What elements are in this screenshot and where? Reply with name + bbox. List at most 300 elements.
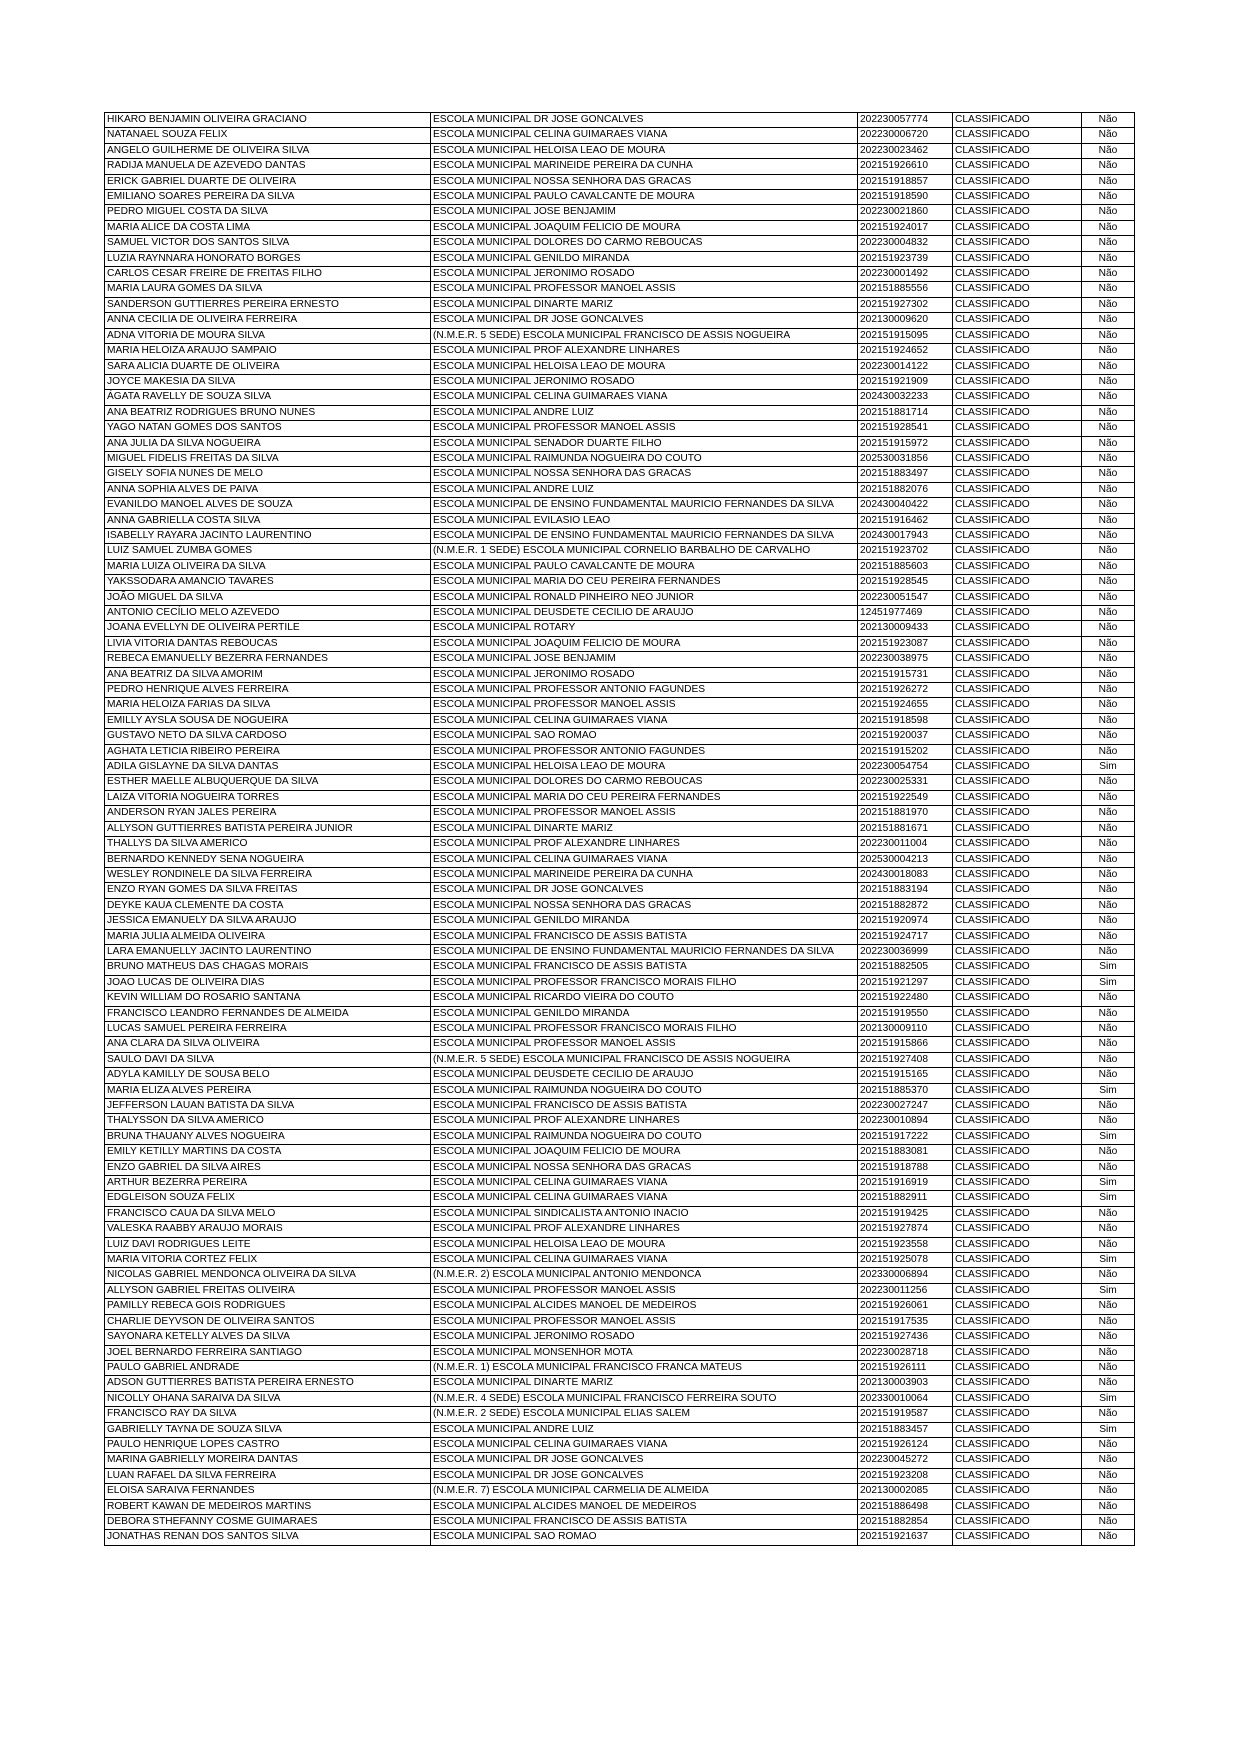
student-name-cell: NICOLAS GABRIEL MENDONCA OLIVEIRA DA SILVA bbox=[105, 1268, 431, 1283]
student-name-cell: REBECA EMANUELLY BEZERRA FERNANDES bbox=[105, 652, 431, 667]
school-name-cell: ESCOLA MUNICIPAL CELINA GUIMARAES VIANA bbox=[431, 390, 858, 405]
school-name-cell: ESCOLA MUNICIPAL DE ENSINO FUNDAMENTAL MAURICIO FERNANDES DA SILVA bbox=[431, 498, 858, 513]
school-name-cell: ESCOLA MUNICIPAL PROFESSOR ANTONIO FAGUNDES bbox=[431, 744, 858, 759]
registration-number-cell: 202151915866 bbox=[858, 1037, 953, 1052]
registration-number-cell: 12451977469 bbox=[858, 606, 953, 621]
table-body bbox=[105, 113, 1135, 1546]
school-name-cell: ESCOLA MUNICIPAL MARIA DO CEU PEREIRA FERNANDES bbox=[431, 790, 858, 805]
registration-number-cell: 202151927302 bbox=[858, 297, 953, 312]
student-name-cell: MARIA JULIA ALMEIDA OLIVEIRA bbox=[105, 929, 431, 944]
student-name-cell: PEDRO MIGUEL COSTA DA SILVA bbox=[105, 205, 431, 220]
student-name-cell: FRANCISCO CAUA DA SILVA MELO bbox=[105, 1206, 431, 1221]
flag-cell: Não bbox=[1082, 790, 1135, 805]
registration-number-cell: 202230051547 bbox=[858, 590, 953, 605]
student-name-cell: EVANILDO MANOEL ALVES DE SOUZA bbox=[105, 498, 431, 513]
status-cell: CLASSIFICADO bbox=[953, 1422, 1082, 1437]
table-row bbox=[105, 390, 1135, 405]
table-row bbox=[105, 975, 1135, 990]
flag-cell: Não bbox=[1082, 636, 1135, 651]
registration-number-cell: 202151920037 bbox=[858, 729, 953, 744]
table-row bbox=[105, 852, 1135, 867]
school-name-cell: ESCOLA MUNICIPAL NOSSA SENHORA DAS GRACAS bbox=[431, 467, 858, 482]
student-name-cell: LUIZ DAVI RODRIGUES LEITE bbox=[105, 1237, 431, 1252]
school-name-cell: ESCOLA MUNICIPAL DEUSDETE CECILIO DE ARAUJO bbox=[431, 606, 858, 621]
school-name-cell: ESCOLA MUNICIPAL ALCIDES MANOEL DE MEDEIROS bbox=[431, 1499, 858, 1514]
student-name-cell: SAYONARA KETELLY ALVES DA SILVA bbox=[105, 1330, 431, 1345]
registration-number-cell: 202151885556 bbox=[858, 282, 953, 297]
status-cell: CLASSIFICADO bbox=[953, 390, 1082, 405]
school-name-cell: ESCOLA MUNICIPAL SENADOR DUARTE FILHO bbox=[431, 436, 858, 451]
student-name-cell: PAMILLY REBECA GOIS RODRIGUES bbox=[105, 1299, 431, 1314]
flag-cell: Não bbox=[1082, 898, 1135, 913]
table-row bbox=[105, 251, 1135, 266]
student-name-cell: ADILA GISLAYNE DA SILVA DANTAS bbox=[105, 760, 431, 775]
flag-cell: Não bbox=[1082, 1206, 1135, 1221]
student-name-cell: THALYSSON DA SILVA AMERICO bbox=[105, 1114, 431, 1129]
flag-cell: Não bbox=[1082, 205, 1135, 220]
table-row bbox=[105, 898, 1135, 913]
student-name-cell: JOÃO MIGUEL DA SILVA bbox=[105, 590, 431, 605]
table-row bbox=[105, 1114, 1135, 1129]
registration-number-cell: 202151883081 bbox=[858, 1145, 953, 1160]
school-name-cell: ESCOLA MUNICIPAL EVILASIO LEAO bbox=[431, 513, 858, 528]
flag-cell: Não bbox=[1082, 1299, 1135, 1314]
registration-number-cell: 202151915095 bbox=[858, 328, 953, 343]
registration-number-cell: 202230014122 bbox=[858, 359, 953, 374]
student-name-cell: ROBERT KAWAN DE MEDEIROS MARTINS bbox=[105, 1499, 431, 1514]
registration-number-cell: 202151923558 bbox=[858, 1237, 953, 1252]
flag-cell: Não bbox=[1082, 837, 1135, 852]
status-cell: CLASSIFICADO bbox=[953, 190, 1082, 205]
status-cell: CLASSIFICADO bbox=[953, 1021, 1082, 1036]
flag-cell: Não bbox=[1082, 1453, 1135, 1468]
school-name-cell: (N.M.E.R. 5 SEDE) ESCOLA MUNICIPAL FRANCISCO DE ASSIS NOGUEIRA bbox=[431, 328, 858, 343]
student-name-cell: ADNA VITORIA DE MOURA SILVA bbox=[105, 328, 431, 343]
flag-cell: Não bbox=[1082, 667, 1135, 682]
status-cell: CLASSIFICADO bbox=[953, 760, 1082, 775]
status-cell: CLASSIFICADO bbox=[953, 1160, 1082, 1175]
status-cell: CLASSIFICADO bbox=[953, 683, 1082, 698]
table-row bbox=[105, 1206, 1135, 1221]
table-row bbox=[105, 436, 1135, 451]
registration-number-cell: 202151918598 bbox=[858, 713, 953, 728]
registration-number-cell: 202151928545 bbox=[858, 575, 953, 590]
registration-number-cell: 202151918788 bbox=[858, 1160, 953, 1175]
student-name-cell: PAULO HENRIQUE LOPES CASTRO bbox=[105, 1437, 431, 1452]
status-cell: CLASSIFICADO bbox=[953, 713, 1082, 728]
registration-number-cell: 202151927408 bbox=[858, 1052, 953, 1067]
school-name-cell: ESCOLA MUNICIPAL PROFESSOR MANOEL ASSIS bbox=[431, 1314, 858, 1329]
table-row bbox=[105, 267, 1135, 282]
school-name-cell: ESCOLA MUNICIPAL DEUSDETE CECILIO DE ARAUJO bbox=[431, 1068, 858, 1083]
school-name-cell: ESCOLA MUNICIPAL JOSE BENJAMIM bbox=[431, 205, 858, 220]
registration-number-cell: 202130002085 bbox=[858, 1484, 953, 1499]
flag-cell: Não bbox=[1082, 482, 1135, 497]
status-cell: CLASSIFICADO bbox=[953, 1453, 1082, 1468]
table-row bbox=[105, 606, 1135, 621]
registration-number-cell: 202130003903 bbox=[858, 1376, 953, 1391]
flag-cell: Não bbox=[1082, 806, 1135, 821]
table-row bbox=[105, 1314, 1135, 1329]
flag-cell: Não bbox=[1082, 1006, 1135, 1021]
student-name-cell: EMILIANO SOARES PEREIRA DA SILVA bbox=[105, 190, 431, 205]
table-row bbox=[105, 1514, 1135, 1529]
status-cell: CLASSIFICADO bbox=[953, 544, 1082, 559]
status-cell: CLASSIFICADO bbox=[953, 421, 1082, 436]
status-cell: CLASSIFICADO bbox=[953, 451, 1082, 466]
flag-cell: Não bbox=[1082, 1345, 1135, 1360]
table-row bbox=[105, 1037, 1135, 1052]
flag-cell: Não bbox=[1082, 313, 1135, 328]
student-name-cell: ADYLA KAMILLY DE SOUSA BELO bbox=[105, 1068, 431, 1083]
student-name-cell: LUZIA RAYNNARA HONORATO BORGES bbox=[105, 251, 431, 266]
table-row bbox=[105, 1052, 1135, 1067]
flag-cell: Não bbox=[1082, 1068, 1135, 1083]
school-name-cell: ESCOLA MUNICIPAL DOLORES DO CARMO REBOUCAS bbox=[431, 775, 858, 790]
school-name-cell: ESCOLA MUNICIPAL CELINA GUIMARAES VIANA bbox=[431, 1191, 858, 1206]
flag-cell: Não bbox=[1082, 1484, 1135, 1499]
registration-number-cell: 202130009433 bbox=[858, 621, 953, 636]
school-name-cell: ESCOLA MUNICIPAL JERONIMO ROSADO bbox=[431, 1330, 858, 1345]
school-name-cell: ESCOLA MUNICIPAL ANDRE LUIZ bbox=[431, 405, 858, 420]
flag-cell: Não bbox=[1082, 775, 1135, 790]
school-name-cell: ESCOLA MUNICIPAL HELOISA LEAO DE MOURA bbox=[431, 1237, 858, 1252]
table-row bbox=[105, 236, 1135, 251]
table-row bbox=[105, 405, 1135, 420]
flag-cell: Não bbox=[1082, 421, 1135, 436]
registration-number-cell: 202151881970 bbox=[858, 806, 953, 821]
status-cell: CLASSIFICADO bbox=[953, 1268, 1082, 1283]
table-row bbox=[105, 683, 1135, 698]
flag-cell: Não bbox=[1082, 267, 1135, 282]
status-cell: CLASSIFICADO bbox=[953, 1099, 1082, 1114]
table-row bbox=[105, 1283, 1135, 1298]
table-row bbox=[105, 1068, 1135, 1083]
table-row bbox=[105, 1021, 1135, 1036]
table-row bbox=[105, 698, 1135, 713]
table-row bbox=[105, 1145, 1135, 1160]
table-row bbox=[105, 1330, 1135, 1345]
student-name-cell: ENZO GABRIEL DA SILVA AIRES bbox=[105, 1160, 431, 1175]
registration-number-cell: 202151925078 bbox=[858, 1253, 953, 1268]
table-row bbox=[105, 1006, 1135, 1021]
student-name-cell: ANNA GABRIELLA COSTA SILVA bbox=[105, 513, 431, 528]
student-name-cell: NICOLLY OHANA SARAIVA DA SILVA bbox=[105, 1391, 431, 1406]
status-cell: CLASSIFICADO bbox=[953, 806, 1082, 821]
student-name-cell: VALESKA RAABBY ARAUJO MORAIS bbox=[105, 1222, 431, 1237]
student-name-cell: NATANAEL SOUZA FELIX bbox=[105, 128, 431, 143]
table-row bbox=[105, 513, 1135, 528]
status-cell: CLASSIFICADO bbox=[953, 1514, 1082, 1529]
status-cell: CLASSIFICADO bbox=[953, 374, 1082, 389]
table-row bbox=[105, 790, 1135, 805]
registration-number-cell: 202151928541 bbox=[858, 421, 953, 436]
flag-cell: Não bbox=[1082, 652, 1135, 667]
flag-cell: Não bbox=[1082, 1376, 1135, 1391]
student-name-cell: PEDRO HENRIQUE ALVES FERREIRA bbox=[105, 683, 431, 698]
student-name-cell: LARA EMANUELLY JACINTO LAURENTINO bbox=[105, 944, 431, 959]
flag-cell: Não bbox=[1082, 944, 1135, 959]
student-name-cell: PAULO GABRIEL ANDRADE bbox=[105, 1360, 431, 1375]
student-name-cell: MARIA LUIZA OLIVEIRA DA SILVA bbox=[105, 559, 431, 574]
flag-cell: Não bbox=[1082, 1037, 1135, 1052]
flag-cell: Não bbox=[1082, 929, 1135, 944]
table-row bbox=[105, 190, 1135, 205]
school-name-cell: ESCOLA MUNICIPAL PAULO CAVALCANTE DE MOURA bbox=[431, 559, 858, 574]
table-row bbox=[105, 482, 1135, 497]
table-row bbox=[105, 1468, 1135, 1483]
registration-number-cell: 202151919587 bbox=[858, 1407, 953, 1422]
student-name-cell: MARIA ALICE DA COSTA LIMA bbox=[105, 220, 431, 235]
flag-cell: Não bbox=[1082, 1145, 1135, 1160]
status-cell: CLASSIFICADO bbox=[953, 1314, 1082, 1329]
registration-number-cell: 202430040422 bbox=[858, 498, 953, 513]
status-cell: CLASSIFICADO bbox=[953, 559, 1082, 574]
status-cell: CLASSIFICADO bbox=[953, 929, 1082, 944]
flag-cell: Sim bbox=[1082, 1083, 1135, 1098]
school-name-cell: ESCOLA MUNICIPAL CELINA GUIMARAES VIANA bbox=[431, 128, 858, 143]
table-row bbox=[105, 174, 1135, 189]
registration-number-cell: 202151923208 bbox=[858, 1468, 953, 1483]
student-name-cell: ANA BEATRIZ RODRIGUES BRUNO NUNES bbox=[105, 405, 431, 420]
status-cell: CLASSIFICADO bbox=[953, 652, 1082, 667]
registration-number-cell: 202151881671 bbox=[858, 821, 953, 836]
table-row bbox=[105, 559, 1135, 574]
school-name-cell: ESCOLA MUNICIPAL RAIMUNDA NOGUEIRA DO COUTO bbox=[431, 1129, 858, 1144]
status-cell: CLASSIFICADO bbox=[953, 313, 1082, 328]
status-cell: CLASSIFICADO bbox=[953, 1129, 1082, 1144]
table-row bbox=[105, 1484, 1135, 1499]
student-name-cell: BERNARDO KENNEDY SENA NOGUEIRA bbox=[105, 852, 431, 867]
table-row bbox=[105, 806, 1135, 821]
registration-number-cell: 202230028718 bbox=[858, 1345, 953, 1360]
status-cell: CLASSIFICADO bbox=[953, 128, 1082, 143]
school-name-cell: ESCOLA MUNICIPAL GENILDO MIRANDA bbox=[431, 251, 858, 266]
status-cell: CLASSIFICADO bbox=[953, 328, 1082, 343]
status-cell: CLASSIFICADO bbox=[953, 1037, 1082, 1052]
status-cell: CLASSIFICADO bbox=[953, 1222, 1082, 1237]
flag-cell: Sim bbox=[1082, 960, 1135, 975]
school-name-cell: (N.M.E.R. 7) ESCOLA MUNICIPAL CARMELIA DE ALMEIDA bbox=[431, 1484, 858, 1499]
flag-cell: Não bbox=[1082, 220, 1135, 235]
registration-number-cell: 202530031856 bbox=[858, 451, 953, 466]
flag-cell: Não bbox=[1082, 606, 1135, 621]
registration-number-cell: 202151919550 bbox=[858, 1006, 953, 1021]
school-name-cell: ESCOLA MUNICIPAL ROTARY bbox=[431, 621, 858, 636]
status-cell: CLASSIFICADO bbox=[953, 1176, 1082, 1191]
flag-cell: Não bbox=[1082, 729, 1135, 744]
registration-number-cell: 202151924655 bbox=[858, 698, 953, 713]
status-cell: CLASSIFICADO bbox=[953, 528, 1082, 543]
status-cell: CLASSIFICADO bbox=[953, 1499, 1082, 1514]
student-name-cell: MARIA HELOIZA ARAUJO SAMPAIO bbox=[105, 344, 431, 359]
flag-cell: Não bbox=[1082, 1222, 1135, 1237]
table-row bbox=[105, 1253, 1135, 1268]
table-row bbox=[105, 374, 1135, 389]
school-name-cell: ESCOLA MUNICIPAL GENILDO MIRANDA bbox=[431, 1006, 858, 1021]
table-row bbox=[105, 467, 1135, 482]
student-name-cell: SANDERSON GUTTIERRES PEREIRA ERNESTO bbox=[105, 297, 431, 312]
registration-number-cell: 202151915731 bbox=[858, 667, 953, 682]
table-row bbox=[105, 944, 1135, 959]
table-row bbox=[105, 760, 1135, 775]
flag-cell: Sim bbox=[1082, 1253, 1135, 1268]
flag-cell: Sim bbox=[1082, 760, 1135, 775]
status-cell: CLASSIFICADO bbox=[953, 606, 1082, 621]
registration-number-cell: 202130009110 bbox=[858, 1021, 953, 1036]
school-name-cell: ESCOLA MUNICIPAL PROFESSOR MANOEL ASSIS bbox=[431, 282, 858, 297]
flag-cell: Não bbox=[1082, 1268, 1135, 1283]
status-cell: CLASSIFICADO bbox=[953, 1299, 1082, 1314]
school-name-cell: ESCOLA MUNICIPAL HELOISA LEAO DE MOURA bbox=[431, 359, 858, 374]
status-cell: CLASSIFICADO bbox=[953, 1484, 1082, 1499]
registration-number-cell: 202151926272 bbox=[858, 683, 953, 698]
student-name-cell: SAULO DAVI DA SILVA bbox=[105, 1052, 431, 1067]
registration-number-cell: 202151922480 bbox=[858, 991, 953, 1006]
status-cell: CLASSIFICADO bbox=[953, 1376, 1082, 1391]
school-name-cell: ESCOLA MUNICIPAL RICARDO VIEIRA DO COUTO bbox=[431, 991, 858, 1006]
table-row bbox=[105, 282, 1135, 297]
flag-cell: Não bbox=[1082, 359, 1135, 374]
flag-cell: Não bbox=[1082, 683, 1135, 698]
status-cell: CLASSIFICADO bbox=[953, 944, 1082, 959]
school-name-cell: ESCOLA MUNICIPAL DOLORES DO CARMO REBOUCAS bbox=[431, 236, 858, 251]
registration-number-cell: 202151926124 bbox=[858, 1437, 953, 1452]
school-name-cell: ESCOLA MUNICIPAL JOSE BENJAMIM bbox=[431, 652, 858, 667]
status-cell: CLASSIFICADO bbox=[953, 1330, 1082, 1345]
registration-number-cell: 202230023462 bbox=[858, 143, 953, 158]
registration-number-cell: 202151881714 bbox=[858, 405, 953, 420]
registration-number-cell: 202151916462 bbox=[858, 513, 953, 528]
flag-cell: Não bbox=[1082, 1499, 1135, 1514]
student-name-cell: DEYKE KAUA CLEMENTE DA COSTA bbox=[105, 898, 431, 913]
registration-number-cell: 202530004213 bbox=[858, 852, 953, 867]
table-row bbox=[105, 621, 1135, 636]
registration-number-cell: 202151883194 bbox=[858, 883, 953, 898]
table-row bbox=[105, 775, 1135, 790]
school-name-cell: ESCOLA MUNICIPAL JOAQUIM FELICIO DE MOURA bbox=[431, 220, 858, 235]
flag-cell: Não bbox=[1082, 1021, 1135, 1036]
school-name-cell: ESCOLA MUNICIPAL PROF ALEXANDRE LINHARES bbox=[431, 837, 858, 852]
student-name-cell: LAIZA VITORIA NOGUEIRA TORRES bbox=[105, 790, 431, 805]
registration-number-cell: 202230001492 bbox=[858, 267, 953, 282]
student-name-cell: MARIA LAURA GOMES DA SILVA bbox=[105, 282, 431, 297]
registration-number-cell: 202151923702 bbox=[858, 544, 953, 559]
table-row bbox=[105, 1422, 1135, 1437]
table-row bbox=[105, 1176, 1135, 1191]
student-name-cell: MARINA GABRIELLY MOREIRA DANTAS bbox=[105, 1453, 431, 1468]
status-cell: CLASSIFICADO bbox=[953, 159, 1082, 174]
flag-cell: Não bbox=[1082, 344, 1135, 359]
status-cell: CLASSIFICADO bbox=[953, 852, 1082, 867]
flag-cell: Sim bbox=[1082, 1191, 1135, 1206]
registration-number-cell: 202230011256 bbox=[858, 1283, 953, 1298]
status-cell: CLASSIFICADO bbox=[953, 744, 1082, 759]
table-row bbox=[105, 113, 1135, 128]
status-cell: CLASSIFICADO bbox=[953, 482, 1082, 497]
table-row bbox=[105, 929, 1135, 944]
school-name-cell: ESCOLA MUNICIPAL PROFESSOR FRANCISCO MORAIS FILHO bbox=[431, 1021, 858, 1036]
table-row bbox=[105, 991, 1135, 1006]
registration-number-cell: 202151923087 bbox=[858, 636, 953, 651]
student-name-cell: KEVIN WILLIAM DO ROSARIO SANTANA bbox=[105, 991, 431, 1006]
registration-number-cell: 202151924017 bbox=[858, 220, 953, 235]
school-name-cell: ESCOLA MUNICIPAL GENILDO MIRANDA bbox=[431, 914, 858, 929]
table-row bbox=[105, 960, 1135, 975]
registration-number-cell: 202151883457 bbox=[858, 1422, 953, 1437]
flag-cell: Sim bbox=[1082, 1176, 1135, 1191]
table-row bbox=[105, 328, 1135, 343]
student-name-cell: EMILY KETILLY MARTINS DA COSTA bbox=[105, 1145, 431, 1160]
school-name-cell: ESCOLA MUNICIPAL FRANCISCO DE ASSIS BATISTA bbox=[431, 960, 858, 975]
status-cell: CLASSIFICADO bbox=[953, 1145, 1082, 1160]
student-name-cell: AGHATA LETICIA RIBEIRO PEREIRA bbox=[105, 744, 431, 759]
flag-cell: Sim bbox=[1082, 1422, 1135, 1437]
student-name-cell: GABRIELLY TAYNA DE SOUZA SILVA bbox=[105, 1422, 431, 1437]
registration-number-cell: 202230027247 bbox=[858, 1099, 953, 1114]
table-row bbox=[105, 1345, 1135, 1360]
status-cell: CLASSIFICADO bbox=[953, 220, 1082, 235]
status-cell: CLASSIFICADO bbox=[953, 991, 1082, 1006]
school-name-cell: ESCOLA MUNICIPAL ANDRE LUIZ bbox=[431, 482, 858, 497]
flag-cell: Não bbox=[1082, 374, 1135, 389]
school-name-cell: ESCOLA MUNICIPAL JERONIMO ROSADO bbox=[431, 267, 858, 282]
table-row bbox=[105, 451, 1135, 466]
status-cell: CLASSIFICADO bbox=[953, 790, 1082, 805]
registration-number-cell: 202151920974 bbox=[858, 914, 953, 929]
registration-number-cell: 202230006720 bbox=[858, 128, 953, 143]
status-cell: CLASSIFICADO bbox=[953, 174, 1082, 189]
flag-cell: Não bbox=[1082, 621, 1135, 636]
school-name-cell: ESCOLA MUNICIPAL HELOISA LEAO DE MOURA bbox=[431, 143, 858, 158]
school-name-cell: ESCOLA MUNICIPAL PROFESSOR MANOEL ASSIS bbox=[431, 1283, 858, 1298]
table-row bbox=[105, 313, 1135, 328]
table-row bbox=[105, 1530, 1135, 1545]
student-name-cell: ALLYSON GABRIEL FREITAS OLIVEIRA bbox=[105, 1283, 431, 1298]
flag-cell: Não bbox=[1082, 1114, 1135, 1129]
school-name-cell: ESCOLA MUNICIPAL DE ENSINO FUNDAMENTAL MAURICIO FERNANDES DA SILVA bbox=[431, 944, 858, 959]
status-cell: CLASSIFICADO bbox=[953, 1114, 1082, 1129]
school-name-cell: ESCOLA MUNICIPAL PROF ALEXANDRE LINHARES bbox=[431, 1114, 858, 1129]
table-row bbox=[105, 914, 1135, 929]
flag-cell: Não bbox=[1082, 467, 1135, 482]
table-row bbox=[105, 359, 1135, 374]
school-name-cell: ESCOLA MUNICIPAL PROFESSOR MANOEL ASSIS bbox=[431, 806, 858, 821]
flag-cell: Não bbox=[1082, 698, 1135, 713]
status-cell: CLASSIFICADO bbox=[953, 405, 1082, 420]
status-cell: CLASSIFICADO bbox=[953, 575, 1082, 590]
student-name-cell: ANGELO GUILHERME DE OLIVEIRA SILVA bbox=[105, 143, 431, 158]
school-name-cell: ESCOLA MUNICIPAL PROF ALEXANDRE LINHARES bbox=[431, 344, 858, 359]
status-cell: CLASSIFICADO bbox=[953, 837, 1082, 852]
flag-cell: Não bbox=[1082, 1468, 1135, 1483]
school-name-cell: ESCOLA MUNICIPAL DR JOSE GONCALVES bbox=[431, 1453, 858, 1468]
school-name-cell: ESCOLA MUNICIPAL DINARTE MARIZ bbox=[431, 1376, 858, 1391]
table-row bbox=[105, 1407, 1135, 1422]
table-row bbox=[105, 205, 1135, 220]
registration-number-cell: 202151921637 bbox=[858, 1530, 953, 1545]
registration-number-cell: 202151927436 bbox=[858, 1330, 953, 1345]
status-cell: CLASSIFICADO bbox=[953, 1052, 1082, 1067]
status-cell: CLASSIFICADO bbox=[953, 1206, 1082, 1221]
flag-cell: Não bbox=[1082, 282, 1135, 297]
status-cell: CLASSIFICADO bbox=[953, 729, 1082, 744]
registration-number-cell: 202230038975 bbox=[858, 652, 953, 667]
registration-number-cell: 202151919425 bbox=[858, 1206, 953, 1221]
status-cell: CLASSIFICADO bbox=[953, 267, 1082, 282]
registration-number-cell: 202151918590 bbox=[858, 190, 953, 205]
school-name-cell: ESCOLA MUNICIPAL HELOISA LEAO DE MOURA bbox=[431, 760, 858, 775]
